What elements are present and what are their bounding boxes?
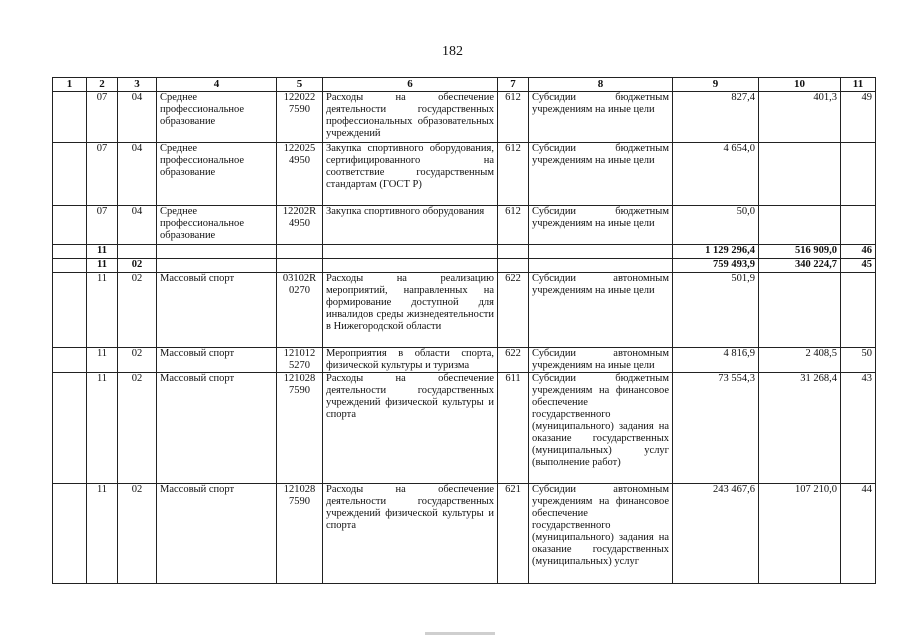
target-article-cell: 12202R 4950: [277, 206, 323, 245]
header-cell: 7: [498, 78, 529, 92]
percent-cell: [841, 143, 876, 206]
percent-cell: 45: [841, 259, 876, 273]
expense-type-name-cell: Субсидии автономным учреждениям на финансовое обеспечение государственного (муниципального) задания на оказание государственных (муниципальных) услуг: [529, 484, 673, 584]
percent-cell: [841, 273, 876, 348]
scan-artifact: [425, 632, 495, 635]
row-number-cell: [53, 373, 87, 484]
target-article-name-cell: Расходы на обеспечение деятельности государственных профессиональных образовательных учреждений: [323, 92, 498, 143]
expense-type-name-cell: Субсидии автономным учреждениям на иные цели: [529, 348, 673, 373]
budget-table: [52, 77, 876, 584]
subsection-name-cell: Среднее профессиональное образование: [157, 143, 277, 206]
target-article-name-cell: Расходы на реализацию мероприятий, направленных на формирование доступной для инвалидов среды жизнедеятельности в Нижегородской области: [323, 273, 498, 348]
target-article-name-cell: Закупка спортивного оборудования, сертифицированного на соответствие государственным стандартам (ГОСТ Р): [323, 143, 498, 206]
target-article-name-cell: Мероприятия в области спорта, физической культуры и туризма: [323, 348, 498, 373]
expense-type-name-cell: [529, 245, 673, 259]
table-row: [53, 206, 876, 245]
subsection-code-cell: 04: [118, 92, 157, 143]
expense-type-code-cell: 612: [498, 92, 529, 143]
section-code-cell: 07: [87, 143, 118, 206]
subsection-name-cell: Среднее профессиональное образование: [157, 206, 277, 245]
plan-amount-cell: 759 493,9: [673, 259, 759, 273]
section-code-cell: 07: [87, 92, 118, 143]
actual-amount-cell: 401,3: [759, 92, 841, 143]
actual-amount-cell: 2 408,5: [759, 348, 841, 373]
row-number-cell: [53, 484, 87, 584]
target-article-cell: [277, 259, 323, 273]
page-number: 182: [442, 44, 463, 59]
section-code-cell: 11: [87, 245, 118, 259]
section-code-cell: 11: [87, 259, 118, 273]
header-cell: 8: [529, 78, 673, 92]
plan-amount-cell: 4 816,9: [673, 348, 759, 373]
expense-type-code-cell: 622: [498, 273, 529, 348]
header-cell: 6: [323, 78, 498, 92]
target-article-name-cell: Закупка спортивного оборудования: [323, 206, 498, 245]
subsection-name-cell: Среднее профессиональное образование: [157, 92, 277, 143]
subsection-name-cell: [157, 259, 277, 273]
table-row: [53, 348, 876, 373]
percent-cell: 46: [841, 245, 876, 259]
plan-amount-cell: 243 467,6: [673, 484, 759, 584]
expense-type-code-cell: [498, 245, 529, 259]
subsection-code-cell: 04: [118, 143, 157, 206]
actual-amount-cell: 516 909,0: [759, 245, 841, 259]
subsection-name-cell: Массовый спорт: [157, 373, 277, 484]
subsection-code-cell: 02: [118, 259, 157, 273]
plan-amount-cell: 50,0: [673, 206, 759, 245]
section-code-cell: 11: [87, 373, 118, 484]
plan-amount-cell: 4 654,0: [673, 143, 759, 206]
header-cell: 10: [759, 78, 841, 92]
expense-type-name-cell: Субсидии бюджетным учреждениям на иные цели: [529, 92, 673, 143]
subsection-code-cell: [118, 245, 157, 259]
actual-amount-cell: 107 210,0: [759, 484, 841, 584]
table-row: [53, 273, 876, 348]
expense-type-name-cell: [529, 259, 673, 273]
percent-cell: 43: [841, 373, 876, 484]
header-row: [53, 78, 876, 92]
row-number-cell: [53, 143, 87, 206]
actual-amount-cell: [759, 273, 841, 348]
subsection-name-cell: Массовый спорт: [157, 348, 277, 373]
header-cell: 3: [118, 78, 157, 92]
header-cell: 11: [841, 78, 876, 92]
section-code-cell: 11: [87, 484, 118, 584]
section-code-cell: 11: [87, 273, 118, 348]
target-article-name-cell: Расходы на обеспечение деятельности государственных учреждений физической культуры и спорта: [323, 484, 498, 584]
table-row: [53, 92, 876, 143]
expense-type-name-cell: Субсидии бюджетным учреждениям на иные цели: [529, 206, 673, 245]
percent-cell: [841, 206, 876, 245]
actual-amount-cell: 340 224,7: [759, 259, 841, 273]
table-row: [53, 484, 876, 584]
subsection-name-cell: Массовый спорт: [157, 273, 277, 348]
header-cell: 1: [53, 78, 87, 92]
expense-type-code-cell: 612: [498, 143, 529, 206]
plan-amount-cell: 501,9: [673, 273, 759, 348]
target-article-cell: 121012 5270: [277, 348, 323, 373]
actual-amount-cell: [759, 206, 841, 245]
table-row-section-total: [53, 245, 876, 259]
row-number-cell: [53, 245, 87, 259]
percent-cell: 49: [841, 92, 876, 143]
actual-amount-cell: 31 268,4: [759, 373, 841, 484]
section-code-cell: 11: [87, 348, 118, 373]
expense-type-code-cell: [498, 259, 529, 273]
row-number-cell: [53, 273, 87, 348]
expense-type-code-cell: 622: [498, 348, 529, 373]
row-number-cell: [53, 92, 87, 143]
section-code-cell: 07: [87, 206, 118, 245]
target-article-cell: 03102R 0270: [277, 273, 323, 348]
table-row: [53, 143, 876, 206]
subsection-code-cell: 02: [118, 484, 157, 584]
expense-type-name-cell: Субсидии автономным учреждениям на иные цели: [529, 273, 673, 348]
expense-type-code-cell: 611: [498, 373, 529, 484]
target-article-cell: 121028 7590: [277, 373, 323, 484]
target-article-cell: [277, 245, 323, 259]
target-article-cell: 122025 4950: [277, 143, 323, 206]
plan-amount-cell: 827,4: [673, 92, 759, 143]
header-cell: 9: [673, 78, 759, 92]
percent-cell: 50: [841, 348, 876, 373]
table-row-subsection-total: [53, 259, 876, 273]
row-number-cell: [53, 206, 87, 245]
percent-cell: 44: [841, 484, 876, 584]
plan-amount-cell: 73 554,3: [673, 373, 759, 484]
expense-type-name-cell: Субсидии бюджетным учреждениям на иные цели: [529, 143, 673, 206]
expense-type-code-cell: 621: [498, 484, 529, 584]
header-cell: 5: [277, 78, 323, 92]
subsection-code-cell: 02: [118, 373, 157, 484]
target-article-cell: 121028 7590: [277, 484, 323, 584]
target-article-name-cell: Расходы на обеспечение деятельности государственных учреждений физической культуры и спорта: [323, 373, 498, 484]
row-number-cell: [53, 348, 87, 373]
target-article-name-cell: [323, 259, 498, 273]
subsection-name-cell: [157, 245, 277, 259]
header-cell: 2: [87, 78, 118, 92]
subsection-code-cell: 04: [118, 206, 157, 245]
target-article-name-cell: [323, 245, 498, 259]
expense-type-code-cell: 612: [498, 206, 529, 245]
subsection-code-cell: 02: [118, 273, 157, 348]
subsection-code-cell: 02: [118, 348, 157, 373]
plan-amount-cell: 1 129 296,4: [673, 245, 759, 259]
target-article-cell: 122022 7590: [277, 92, 323, 143]
actual-amount-cell: [759, 143, 841, 206]
subsection-name-cell: Массовый спорт: [157, 484, 277, 584]
table-row: [53, 373, 876, 484]
row-number-cell: [53, 259, 87, 273]
header-cell: 4: [157, 78, 277, 92]
expense-type-name-cell: Субсидии бюджетным учреждениям на финансовое обеспечение государственного (муниципального) задания на оказание государственных (муниципальных) услуг (выполнение работ): [529, 373, 673, 484]
